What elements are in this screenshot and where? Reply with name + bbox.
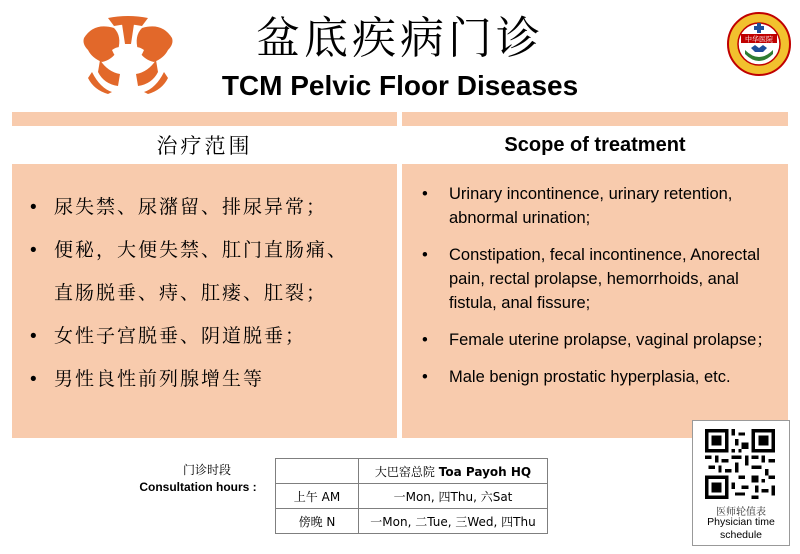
treatment-list-panel-chinese: [12, 164, 397, 438]
table-header-row: [276, 459, 548, 484]
left-header-bar: [12, 112, 397, 126]
treatment-list-chinese: [30, 186, 390, 401]
hospital-seal-logo: [727, 12, 791, 76]
list-item: • Urinary incontinence, urinary retention, abnormal urination;: [422, 182, 782, 230]
treatment-scope-heading-chinese: 治疗范围: [12, 128, 397, 162]
location-name-chinese: 大巴窑总院: [374, 464, 435, 479]
page-title-chinese: 盆底疾病门诊: [256, 13, 544, 64]
list-item: 直肠脱垂、痔、肛瘘、肛裂；: [54, 282, 328, 304]
consultation-label-chinese: 门诊时段: [182, 463, 231, 477]
pelvis-logo-icon: [78, 14, 178, 94]
location-header-cell: [359, 459, 548, 484]
list-item: • 女性子宫脱垂、阴道脱垂；: [30, 315, 390, 358]
list-item: • Constipation, fecal incontinence, Anorectal pain, rectal prolapse, hemorrhoids, anal fistula, anal fissure;: [422, 243, 782, 315]
qr-code-icon[interactable]: [705, 429, 775, 499]
svg-text:中华医院: 中华医院: [745, 35, 773, 44]
table-row: [276, 484, 548, 509]
page-title-english: TCM Pelvic Floor Diseases: [221, 70, 579, 101]
location-name-english: Toa Payoh HQ: [438, 464, 532, 479]
list-item: • Male benign prostatic hyperplasia, etc.: [422, 365, 782, 389]
treatment-list-panel-english: [402, 164, 788, 438]
physician-schedule-qr-card[interactable]: [692, 420, 790, 546]
qr-label-chinese: 医师轮值表: [716, 507, 766, 518]
days-cell: 一Mon, 二Tue, 三Wed, 四Thu: [359, 509, 548, 534]
qr-label-english: Physician time schedule: [707, 516, 775, 541]
period-cell: 傍晚 N: [276, 509, 359, 534]
right-header-bar: [402, 112, 788, 126]
period-cell: 上午 AM: [276, 484, 359, 509]
consultation-label-english: Consultation hours :: [139, 480, 257, 494]
treatment-scope-heading-english: Scope of treatment: [402, 128, 788, 162]
consultation-hours-table: [275, 458, 548, 534]
list-item: • 便秘，大便失禁、肛门直肠痛、: [30, 229, 390, 272]
list-item: • 男性良性前列腺增生等: [30, 358, 390, 401]
list-item: • 尿失禁、尿潴留、排尿异常；: [30, 186, 390, 229]
list-item: • Female uterine prolapse, vaginal prolapse；: [422, 328, 782, 352]
table-row: [276, 509, 548, 534]
days-cell: 一Mon, 四Thu, 六Sat: [359, 484, 548, 509]
treatment-list-english: [422, 182, 782, 402]
table-corner-cell: [276, 459, 359, 484]
